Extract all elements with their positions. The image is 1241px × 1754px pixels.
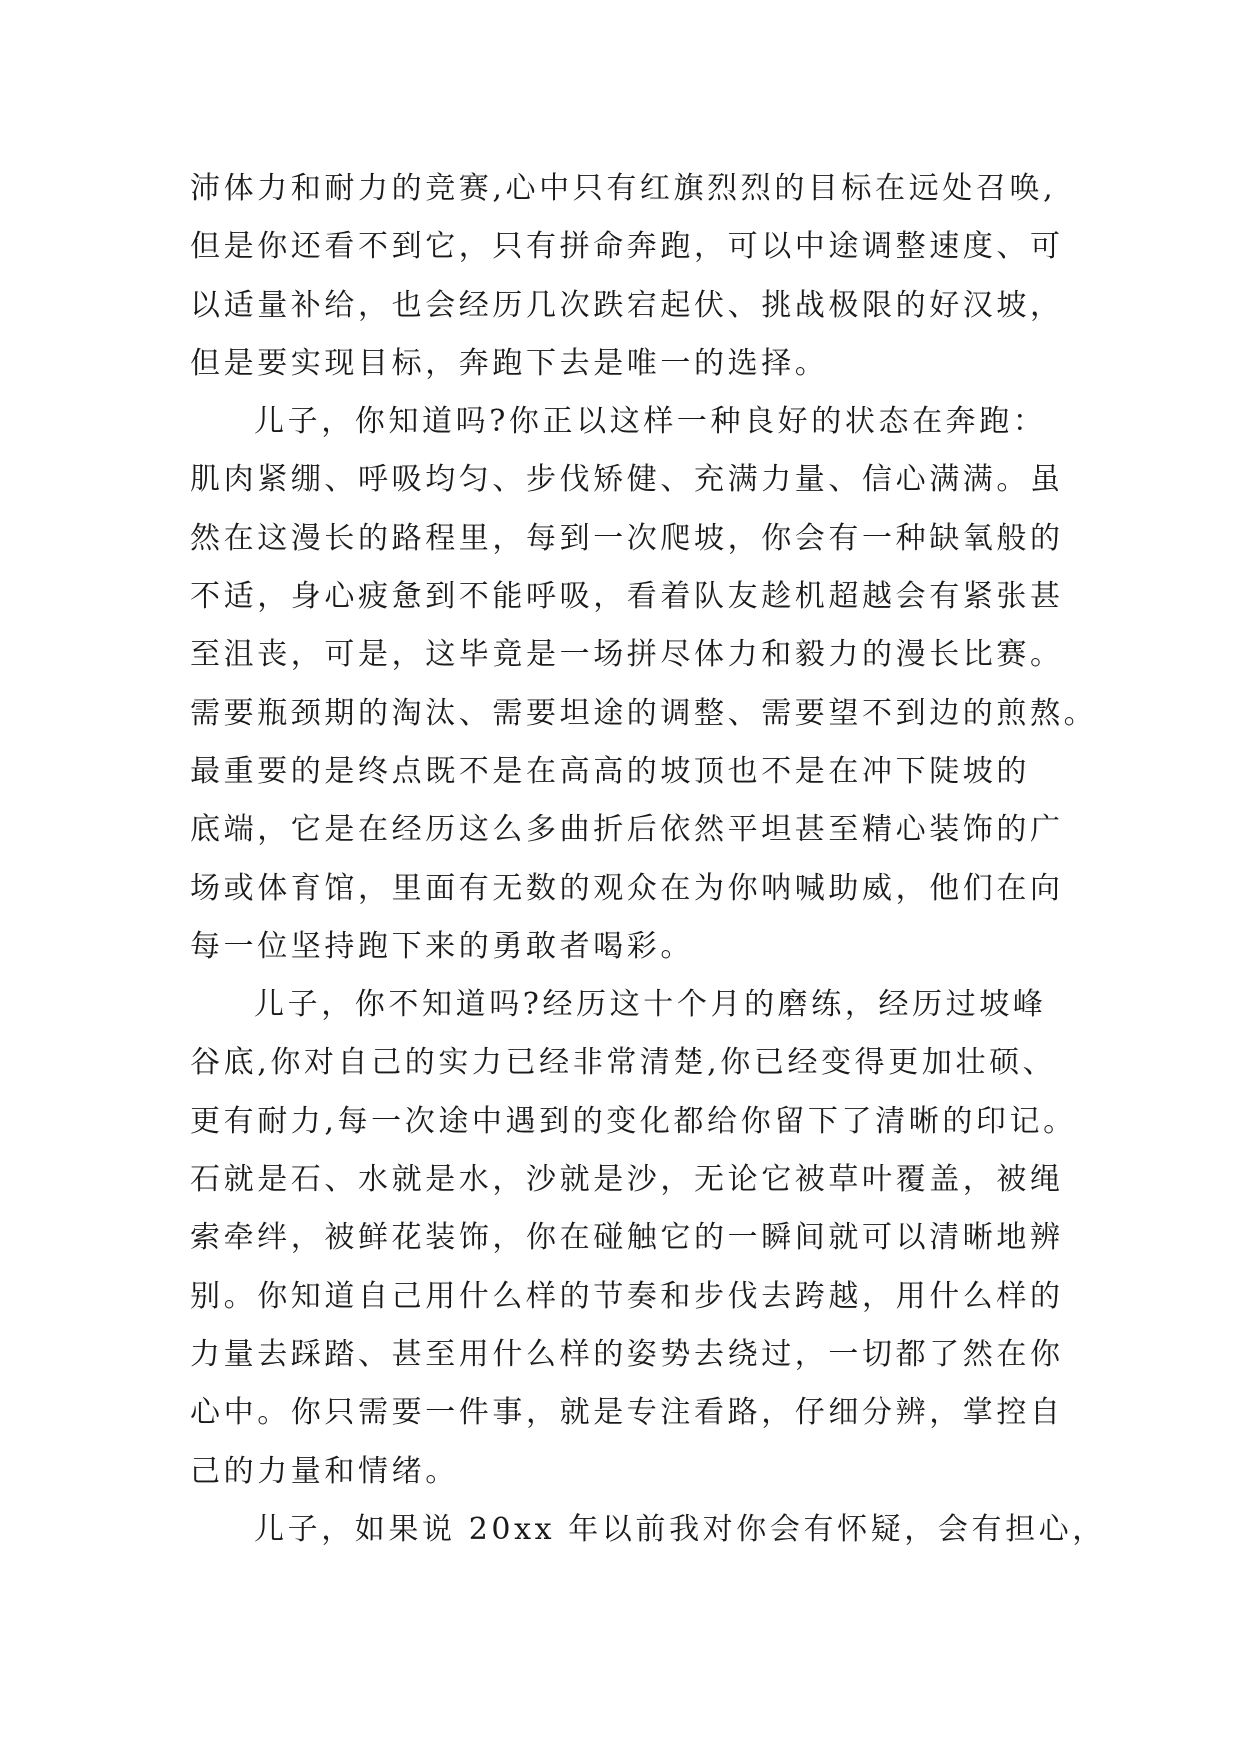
text-line: 场或体育馆，里面有无数的观众在为你呐喊助威，他们在向 [190, 870, 1064, 906]
text-line: 别。你知道自己用什么样的节奏和步伐去跨越，用什么样的 [190, 1278, 1064, 1314]
text-line: 谷底,你对自己的实力已经非常清楚,你已经变得更加壮硕、 [190, 1045, 1057, 1081]
text-line: 心中。你只需要一件事，就是专注看路，仔细分辨，掌控自 [190, 1395, 1064, 1431]
text-line: 更有耐力,每一次途中遇到的变化都给你留下了清晰的印记。 [190, 1103, 1077, 1139]
text-line: 最重要的是终点既不是在高高的坡顶也不是在冲下陡坡的 [190, 753, 1030, 789]
text-line: 索牵绊，被鲜花装饰，你在碰触它的一瞬间就可以清晰地辨 [190, 1220, 1064, 1256]
text-line: 不适，身心疲惫到不能呼吸，看着队友趁机超越会有紧张甚 [190, 579, 1064, 615]
text-line: 每一位坚持跑下来的勇敢者喝彩。 [190, 928, 694, 964]
paragraph-first-line: 儿子，你不知道吗?经历这十个月的磨练，经历过坡峰 [254, 987, 1047, 1023]
text-line: 但是你还看不到它，只有拼命奔跑，可以中途调整速度、可 [190, 229, 1064, 265]
text-line: 至沮丧，可是，这毕竟是一场拼尽体力和毅力的漫长比赛。 [190, 637, 1064, 673]
text-line: 底端，它是在经历这么多曲折后依然平坦甚至精心装饰的广 [190, 812, 1064, 848]
text-line: 然在这漫长的路程里，每到一次爬坡，你会有一种缺氧般的 [190, 520, 1064, 556]
text-line: 以适量补给，也会经历几次跌宕起伏、挑战极限的好汉坡， [190, 287, 1064, 323]
paragraph-first-line: 儿子，你知道吗?你正以这样一种良好的状态在奔跑： [254, 404, 1047, 440]
text-line: 需要瓶颈期的淘汰、需要坦途的调整、需要望不到边的煎熬。 [190, 695, 1098, 731]
text-line: 力量去踩踏、甚至用什么样的姿势去绕过，一切都了然在你 [190, 1336, 1064, 1372]
text-line: 沛体力和耐力的竞赛,心中只有红旗烈烈的目标在远处召唤, [190, 171, 1057, 206]
text-line: 肌肉紧绷、呼吸均匀、步伐矫健、充满力量、信心满满。虽 [190, 462, 1064, 498]
text-line: 石就是石、水就是水，沙就是沙，无论它被草叶覆盖，被绳 [190, 1162, 1064, 1198]
paragraph-first-line: 儿子，如果说 20xx 年以前我对你会有怀疑，会有担心， [254, 1511, 1106, 1547]
document-body [190, 160, 1106, 1559]
text-line: 己的力量和情绪。 [190, 1453, 459, 1489]
text-line: 但是要实现目标，奔跑下去是唯一的选择。 [190, 345, 829, 381]
